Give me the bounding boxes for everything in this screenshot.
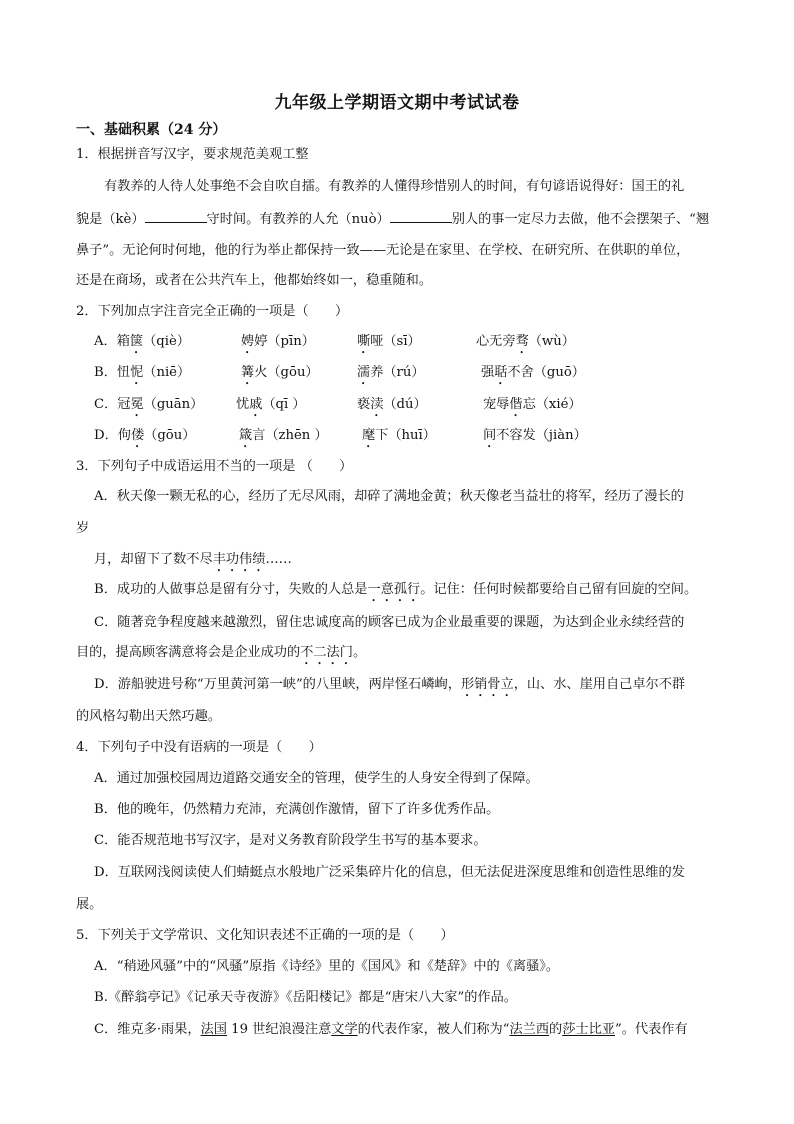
q4-option-a: A．通过加强校园周边道路交通安全的管理，使学生的人身安全得到了保障。 bbox=[94, 771, 539, 786]
q3-option-a-line-1: A．秋天像一颗无私的心，经历了无尽风雨，却碎了满地金黄；秋天像老当益壮的将军，经历了漫长的 bbox=[94, 489, 684, 504]
q2-option-a-3: 嘶哑（sī） bbox=[357, 334, 421, 349]
answer-blank-1[interactable] bbox=[145, 210, 207, 223]
answer-blank-2[interactable] bbox=[390, 210, 452, 223]
q5-stem: 5．下列关于文学常识、文化知识表述不正确的一项的是（ ） bbox=[76, 928, 454, 943]
q5-option-a: A．“稍逊风骚”中的“风骚”原指《诗经》里的《国风》和《楚辞》中的《离骚》。 bbox=[94, 959, 560, 974]
q3-stem: 3．下列句子中成语运用不当的一项是 （ ） bbox=[76, 459, 353, 474]
q4-stem: 4．下列句子中没有语病的一项是（ ） bbox=[76, 740, 322, 755]
q2-stem: 2．下列加点字注音完全正确的一项是（ ） bbox=[76, 304, 349, 319]
q2-option-a-4: 心无旁骛（wù） bbox=[476, 334, 575, 349]
exam-title: 九年级上学期语文期中考试试卷 bbox=[274, 93, 520, 113]
q2-option-d-4: 间不容发（jiàn） bbox=[483, 428, 587, 443]
q3-option-c-line-1: C．随著竞争程度越来越激烈，留住忠诚度高的顾客已成为企业最重要的课题，为达到企业永续经营的 bbox=[94, 615, 685, 630]
q1-para-line-3: 鼻子”。无论何时何地，他的行为举止都保持一致——无论是在家里、在学校、在研究所、在供职的单位， bbox=[76, 243, 690, 258]
q1-text: 貌是（kè） bbox=[76, 212, 145, 227]
q3-option-c-line-2: 目的，提高顾客满意将会是企业成功的不二法门。 bbox=[76, 645, 367, 660]
q2-option-c-3: 亵渎（dú） bbox=[357, 397, 427, 412]
q2-option-d-3: 麾下（huī） bbox=[362, 428, 436, 443]
q1-text: 别人的事一定尽力去做，他不会摆架子、“翘 bbox=[451, 212, 710, 227]
q4-option-d-line-2: 展。 bbox=[76, 897, 103, 912]
q4-option-c: C．能否规范地书写汉字，是对义务教育阶段学生书写的基本要求。 bbox=[94, 833, 487, 848]
q5-option-b: B.《醉翁亭记》《记承天寺夜游》《岳阳楼记》都是“唐宋八大家”的作品。 bbox=[94, 990, 517, 1005]
q3-option-d-line-1: D．游船驶进号称“万里黄河第一峡”的八里峡，两岸怪石嶙峋，形销骨立，山、水、崖用自己卓尔不群 bbox=[94, 677, 686, 692]
q2-option-d-1: D．佝偻（gōu） bbox=[94, 428, 196, 443]
q2-option-b-4: 强聒不舍（guō） bbox=[481, 365, 585, 380]
q2-option-c-2: 忧戚（qī ） bbox=[236, 397, 306, 412]
section-heading: 一、基础积累（24 分） bbox=[76, 122, 227, 138]
link-text: 法兰西 bbox=[509, 1022, 550, 1037]
link-text: 法国 bbox=[200, 1022, 227, 1037]
q3-option-a-line-2: 岁 bbox=[76, 521, 90, 536]
q1-text: 守时间。有教养的人允（nuò） bbox=[206, 212, 390, 227]
q5-option-c: C．维克多·雨果，法国 19 世纪浪漫注意文学的代表作家，被人们称为“法兰西的莎士比亚”。代表作有 bbox=[94, 1022, 688, 1037]
q1-para-line-1: 有教养的人待人处事绝不会自吹自擂。有教养的人懂得珍惜别人的时间，有句谚语说得好：国王的礼 bbox=[104, 179, 685, 194]
q2-option-a-1: A．箱箧（qiè） bbox=[94, 334, 190, 349]
q1-para-line-4: 还是在商场，或者在公共汽车上，他都始终如一，稳重随和。 bbox=[76, 273, 433, 288]
q2-option-b-3: 濡养（rú） bbox=[357, 365, 425, 380]
q2-option-b-1: B．忸怩（niē） bbox=[94, 365, 191, 380]
q4-option-b: B．他的晚年，仍然精力充沛，充满创作激情，留下了许多优秀作品。 bbox=[94, 802, 500, 817]
q2-option-d-2: 箴言（zhēn ） bbox=[239, 428, 328, 443]
q3-option-b: B．成功的人做事总是留有分寸，失败的人总是一意孤行。记住：任何时候都要给自己留有回旋的空间。 bbox=[94, 582, 698, 597]
q2-option-c-1: C．冠冕（guān） bbox=[94, 397, 204, 412]
q2-option-c-4: 宠辱偕忘（xié） bbox=[483, 397, 582, 412]
link-text: 文学 bbox=[331, 1022, 358, 1037]
q2-option-a-2: 娉婷（pīn） bbox=[241, 334, 315, 349]
q1-stem: 1．根据拼音写汉字，要求规范美观工整 bbox=[76, 147, 309, 162]
q1-para-line-2 bbox=[76, 210, 709, 229]
q4-option-d-line-1: D．互联网浅阅读使人们蜻蜓点水般地广泛采集碎片化的信息，但无法促进深度思维和创造性思维的发 bbox=[94, 865, 685, 880]
q2-option-b-2: 篝火（gōu） bbox=[241, 365, 319, 380]
link-text: 莎士比亚 bbox=[562, 1022, 615, 1037]
q3-option-d-line-2: 的风格勾勒出天然巧趣。 bbox=[76, 709, 222, 724]
q3-option-a-line-3: 月，却留下了数不尽丰功伟绩…… bbox=[94, 552, 292, 567]
